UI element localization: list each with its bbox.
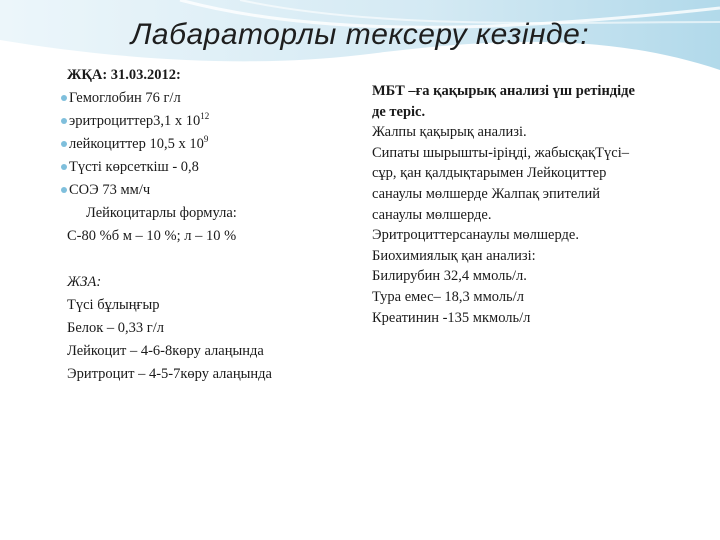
sputum-line: Эритроциттерсанаулы мөлшерде.	[372, 227, 579, 244]
bullet-icon	[61, 141, 67, 147]
bullet-icon	[61, 164, 67, 170]
bilirubin-value: Билирубин 32,4 ммоль/л.	[372, 268, 527, 285]
mbt-result-line2: де теріс.	[372, 103, 426, 120]
mbt-result-line1: МБТ –ға қақырық анализі үш ретіндіде	[372, 83, 635, 99]
creatinine-value: Креатинин -135 мкмоль/л	[372, 309, 531, 326]
list-item: Гемоглобин 76 г/л	[67, 87, 357, 110]
list-item: лейкоциттер 10,5 х $10^9$	[67, 133, 357, 156]
list-item: СОЭ 73 мм/ч	[67, 179, 357, 202]
sputum-line: сұр, қан қалдықтарымен Лейкоциттер	[372, 165, 607, 182]
leuko-formula-values: С-80 %б м – 10 %; л – 10 %	[67, 228, 237, 244]
slide-title: Лабараторлы тексеру кезінде:	[130, 18, 590, 51]
biochem-title: Биохимиялық қан анализі:	[372, 247, 536, 264]
bullet-icon	[61, 95, 67, 101]
right-column	[372, 81, 692, 328]
urine-protein: Белок – 0,33 г/л	[67, 320, 165, 336]
left-column	[67, 64, 357, 386]
indirect-bilirubin-value: Тура емес– 18,3 ммоль/л	[372, 288, 524, 305]
list-item: Түсті көрсеткіш - 0,8	[67, 156, 357, 179]
urine-erythrocytes: Эритроцит – 4-5-7көру алаңында	[67, 366, 272, 382]
bullet-icon	[61, 118, 67, 124]
urine-test-heading: ЖЗА:	[67, 274, 102, 290]
urine-color: Түсі бұлыңғыр	[67, 297, 160, 313]
sputum-line: санаулы мөлшерде Жалпақ эпителий	[372, 185, 601, 202]
blood-test-heading: ЖҚА: 31.03.2012:	[67, 67, 181, 83]
urine-leukocytes: Лейкоцит – 4-6-8көру алаңында	[67, 343, 264, 359]
leuko-formula-label: Лейкоцитарлы формула:	[86, 205, 237, 221]
sputum-line: санаулы мөлшерде.	[372, 206, 492, 223]
bullet-icon	[61, 187, 67, 193]
sputum-line: Сипаты шырышты-іріңді, жабысқақТүсі–	[372, 144, 630, 161]
sputum-title: Жалпы қақырық анализі.	[372, 124, 527, 141]
list-item: эритроциттер3,1 х $10^{12}$	[67, 110, 357, 133]
